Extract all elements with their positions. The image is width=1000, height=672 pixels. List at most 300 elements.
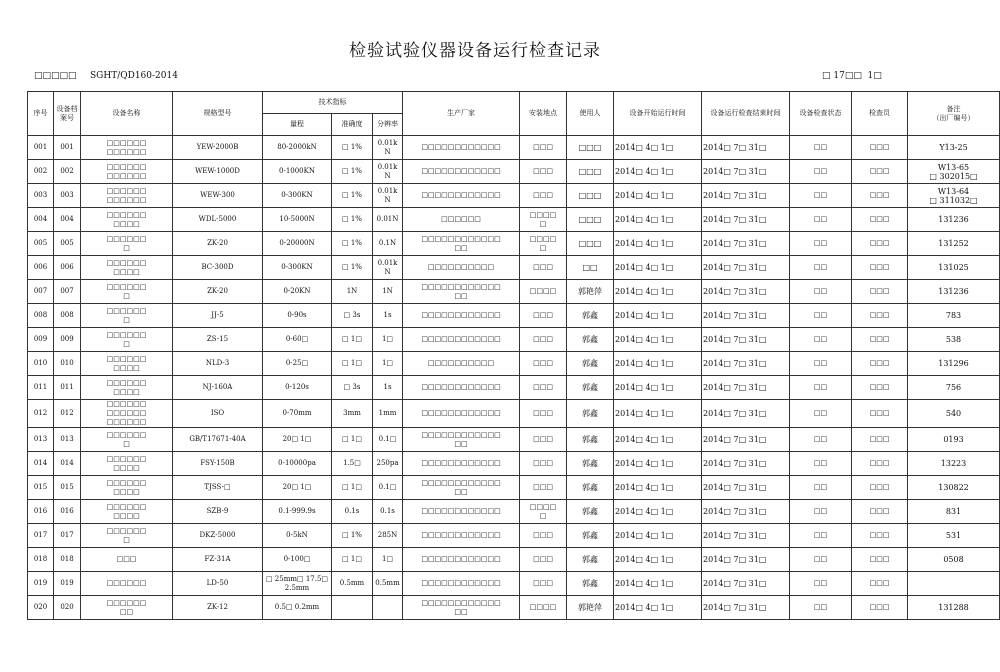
cell-user: 郭鑫 [567, 452, 614, 476]
cell-inspector: □□□ [852, 232, 908, 256]
cell-end: 2014□ 7□ 31□ [702, 208, 790, 232]
cell-resolution: 0.01k N [373, 256, 403, 280]
cell-resolution: 0.01N [373, 208, 403, 232]
cell-inspector: □□□ [852, 452, 908, 476]
cell-remark: 831 [908, 500, 1000, 524]
cell-name: □□□□□□ [81, 572, 173, 596]
cell-resolution: 0.01k N [373, 184, 403, 208]
document-title: 检验试验仪器设备运行检查记录 [349, 41, 601, 61]
cell-accuracy: □ 1□ [332, 328, 373, 352]
cell-status: □□ [790, 376, 852, 400]
cell-location: □□□ [520, 400, 567, 428]
cell-resolution: 0.1s [373, 500, 403, 524]
cell-file-no: 015 [54, 476, 81, 500]
cell-user: 郭鑫 [567, 428, 614, 452]
cell-file-no: 008 [54, 304, 81, 328]
cell-seq: 013 [28, 428, 54, 452]
cell-file-no: 002 [54, 160, 81, 184]
cell-seq: 002 [28, 160, 54, 184]
cell-seq: 001 [28, 136, 54, 160]
cell-inspector: □□□ [852, 428, 908, 452]
cell-accuracy: □ 1% [332, 232, 373, 256]
cell-inspector: □□□ [852, 256, 908, 280]
cell-range: 0-25□ [263, 352, 332, 376]
cell-range: 0-20KN [263, 280, 332, 304]
header-tech: 技术指标 [263, 92, 403, 114]
cell-accuracy: □ 1% [332, 256, 373, 280]
cell-status: □□ [790, 476, 852, 500]
cell-location: □□□ [520, 476, 567, 500]
cell-accuracy: 1.5□ [332, 452, 373, 476]
cell-file-no: 007 [54, 280, 81, 304]
cell-range: 0-5kN [263, 524, 332, 548]
cell-resolution: 1s [373, 304, 403, 328]
cell-file-no: 004 [54, 208, 81, 232]
cell-start: 2014□ 4□ 1□ [614, 376, 702, 400]
cell-inspector: □□□ [852, 572, 908, 596]
cell-user: 郭艳萍 [567, 280, 614, 304]
cell-resolution [373, 596, 403, 620]
cell-maker: □□□□□□□□□□□□ □□ [403, 232, 520, 256]
cell-status: □□ [790, 524, 852, 548]
cell-location: □□□ [520, 376, 567, 400]
header-file-no: 设备档案号 [54, 92, 81, 136]
cell-status: □□ [790, 280, 852, 304]
cell-model: SZB-9 [173, 500, 263, 524]
header-location: 安装地点 [520, 92, 567, 136]
cell-accuracy: □ 1% [332, 136, 373, 160]
cell-remark [908, 572, 1000, 596]
cell-file-no: 009 [54, 328, 81, 352]
cell-inspector: □□□ [852, 500, 908, 524]
page-indicator: □ 17□□ 1□ [822, 71, 882, 81]
cell-user: 郭鑫 [567, 524, 614, 548]
cell-maker: □□□□□□□□□□□□ [403, 376, 520, 400]
cell-end: 2014□ 7□ 31□ [702, 596, 790, 620]
cell-accuracy: □ 1% [332, 524, 373, 548]
cell-location: □□□ [520, 328, 567, 352]
cell-maker: □□□□□□□□□□□□ [403, 524, 520, 548]
table-row [28, 376, 1000, 400]
cell-inspector: □□□ [852, 160, 908, 184]
cell-model: TJSS-□ [173, 476, 263, 500]
cell-maker: □□□□□□□□□□□□ [403, 184, 520, 208]
cell-status: □□ [790, 500, 852, 524]
cell-start: 2014□ 4□ 1□ [614, 572, 702, 596]
cell-remark: 531 [908, 524, 1000, 548]
cell-location: □□□ [520, 256, 567, 280]
table-row [28, 352, 1000, 376]
table-row [28, 304, 1000, 328]
cell-name: □□□□□□ □ [81, 524, 173, 548]
cell-resolution: 250pa [373, 452, 403, 476]
cell-inspector: □□□ [852, 400, 908, 428]
table-row [28, 500, 1000, 524]
cell-end: 2014□ 7□ 31□ [702, 452, 790, 476]
header-user: 使用人 [567, 92, 614, 136]
cell-maker: □□□□□□□□□□□□ [403, 500, 520, 524]
cell-location: □□□ [520, 160, 567, 184]
cell-maker: □□□□□□□□□□□□ [403, 452, 520, 476]
cell-range: 0-10000pa [263, 452, 332, 476]
cell-accuracy: □ 1% [332, 208, 373, 232]
cell-status: □□ [790, 596, 852, 620]
table-row [28, 232, 1000, 256]
cell-location: □□□□ □ [520, 208, 567, 232]
cell-end: 2014□ 7□ 31□ [702, 524, 790, 548]
cell-accuracy: □ 1□ [332, 548, 373, 572]
header-remark: 备注 （出厂编号） [908, 92, 1000, 136]
cell-name: □□□□□□ □□□□□□ □□□□□□ [81, 400, 173, 428]
cell-user: □□ [567, 256, 614, 280]
cell-file-no: 013 [54, 428, 81, 452]
cell-range: 0-90s [263, 304, 332, 328]
table-row [28, 136, 1000, 160]
cell-remark: 131236 [908, 280, 1000, 304]
cell-inspector: □□□ [852, 304, 908, 328]
cell-user: 郭鑫 [567, 352, 614, 376]
cell-name: □□□□□□ □□□□□□ [81, 184, 173, 208]
cell-end: 2014□ 7□ 31□ [702, 328, 790, 352]
cell-status: □□ [790, 136, 852, 160]
cell-accuracy: 3mm [332, 400, 373, 428]
cell-remark: 540 [908, 400, 1000, 428]
cell-model: BC-300D [173, 256, 263, 280]
cell-model: WDL-5000 [173, 208, 263, 232]
cell-name: □□□□□□ □ [81, 280, 173, 304]
cell-status: □□ [790, 304, 852, 328]
header-model: 规格型号 [173, 92, 263, 136]
cell-user: 郭鑫 [567, 572, 614, 596]
cell-range: 0.1-999.9s [263, 500, 332, 524]
cell-model: ZS-15 [173, 328, 263, 352]
cell-start: 2014□ 4□ 1□ [614, 352, 702, 376]
cell-seq: 009 [28, 328, 54, 352]
cell-location: □□□ [520, 572, 567, 596]
cell-end: 2014□ 7□ 31□ [702, 500, 790, 524]
header-seq: 序号 [28, 92, 54, 136]
cell-resolution: 285N [373, 524, 403, 548]
header-start: 设备开始运行时间 [614, 92, 702, 136]
cell-maker: □□□□□□□□□□□□ [403, 328, 520, 352]
cell-maker: □□□□□□□□□□□□ [403, 548, 520, 572]
cell-name: □□□□□□ □□□□□□ [81, 136, 173, 160]
cell-location: □□□□ □ [520, 232, 567, 256]
cell-remark: 0193 [908, 428, 1000, 452]
cell-maker: □□□□□□□□□□□□ [403, 572, 520, 596]
cell-user: □□□ [567, 160, 614, 184]
cell-accuracy: □ 1□ [332, 428, 373, 452]
cell-file-no: 012 [54, 400, 81, 428]
cell-file-no: 003 [54, 184, 81, 208]
cell-model: WEW-300 [173, 184, 263, 208]
cell-remark: 538 [908, 328, 1000, 352]
cell-maker: □□□□□□□□□□ [403, 256, 520, 280]
cell-remark: 13223 [908, 452, 1000, 476]
cell-model: FSY-150B [173, 452, 263, 476]
cell-inspector: □□□ [852, 280, 908, 304]
table-row [28, 184, 1000, 208]
cell-name: □□□□□□ □ [81, 428, 173, 452]
cell-model: LD-50 [173, 572, 263, 596]
cell-start: 2014□ 4□ 1□ [614, 280, 702, 304]
cell-start: 2014□ 4□ 1□ [614, 476, 702, 500]
cell-start: 2014□ 4□ 1□ [614, 400, 702, 428]
cell-name: □□□□□□ □□□□ [81, 500, 173, 524]
cell-end: 2014□ 7□ 31□ [702, 376, 790, 400]
cell-range: 0-300KN [263, 184, 332, 208]
header-inspector: 检查员 [852, 92, 908, 136]
cell-accuracy [332, 596, 373, 620]
cell-end: 2014□ 7□ 31□ [702, 232, 790, 256]
cell-start: 2014□ 4□ 1□ [614, 328, 702, 352]
cell-seq: 014 [28, 452, 54, 476]
cell-model: DKZ-5000 [173, 524, 263, 548]
cell-end: 2014□ 7□ 31□ [702, 352, 790, 376]
cell-status: □□ [790, 548, 852, 572]
cell-model: JJ-5 [173, 304, 263, 328]
cell-resolution: 0.1□ [373, 476, 403, 500]
cell-remark: 0508 [908, 548, 1000, 572]
cell-user: □□□ [567, 184, 614, 208]
table-row [28, 328, 1000, 352]
cell-model: ZK-12 [173, 596, 263, 620]
table-row [28, 280, 1000, 304]
cell-seq: 018 [28, 548, 54, 572]
cell-remark: 131025 [908, 256, 1000, 280]
cell-name: □□□□□□ □□□□□□ [81, 160, 173, 184]
cell-range: 0-70mm [263, 400, 332, 428]
cell-maker: □□□□□□□□□□□□ □□ [403, 476, 520, 500]
cell-status: □□ [790, 160, 852, 184]
cell-remark: W13-65 □ 302015□ [908, 160, 1000, 184]
cell-file-no: 019 [54, 572, 81, 596]
cell-file-no: 010 [54, 352, 81, 376]
cell-location: □□□ [520, 428, 567, 452]
cell-model: NLD-3 [173, 352, 263, 376]
cell-maker: □□□□□□□□□□ [403, 352, 520, 376]
header-status: 设备检查状态 [790, 92, 852, 136]
cell-remark: W13-64 □ 311032□ [908, 184, 1000, 208]
cell-resolution: 0.1N [373, 232, 403, 256]
cell-inspector: □□□ [852, 476, 908, 500]
cell-accuracy: □ 1□ [332, 476, 373, 500]
cell-range: 20□ 1□ [263, 428, 332, 452]
cell-start: 2014□ 4□ 1□ [614, 256, 702, 280]
table-row [28, 476, 1000, 500]
meta-left-label: □□□□□ [34, 71, 77, 81]
cell-seq: 015 [28, 476, 54, 500]
cell-start: 2014□ 4□ 1□ [614, 136, 702, 160]
cell-maker: □□□□□□□□□□□□ □□ [403, 280, 520, 304]
cell-resolution: 1□ [373, 328, 403, 352]
header-maker: 生产厂家 [403, 92, 520, 136]
cell-status: □□ [790, 400, 852, 428]
cell-model: FZ-31A [173, 548, 263, 572]
cell-end: 2014□ 7□ 31□ [702, 280, 790, 304]
cell-seq: 012 [28, 400, 54, 428]
cell-end: 2014□ 7□ 31□ [702, 256, 790, 280]
cell-remark: 783 [908, 304, 1000, 328]
cell-seq: 007 [28, 280, 54, 304]
cell-inspector: □□□ [852, 328, 908, 352]
cell-user: 郭艳萍 [567, 596, 614, 620]
table-row [28, 208, 1000, 232]
cell-resolution: 0.01k N [373, 160, 403, 184]
cell-start: 2014□ 4□ 1□ [614, 208, 702, 232]
cell-user: 郭鑫 [567, 328, 614, 352]
cell-resolution: 0.5mm [373, 572, 403, 596]
header-name: 设备名称 [81, 92, 173, 136]
cell-remark: 130822 [908, 476, 1000, 500]
cell-range: 20□ 1□ [263, 476, 332, 500]
table-header [28, 92, 1000, 136]
cell-status: □□ [790, 328, 852, 352]
table-row [28, 452, 1000, 476]
cell-name: □□□□□□ □□□□ [81, 256, 173, 280]
cell-end: 2014□ 7□ 31□ [702, 184, 790, 208]
table-row [28, 572, 1000, 596]
cell-range: 80-2000kN [263, 136, 332, 160]
table-row [28, 400, 1000, 428]
table-row [28, 428, 1000, 452]
header-resolution: 分辨率 [373, 114, 403, 136]
header-accuracy: 准确度 [332, 114, 373, 136]
cell-resolution: 1mm [373, 400, 403, 428]
cell-file-no: 020 [54, 596, 81, 620]
cell-resolution: 1□ [373, 548, 403, 572]
cell-name: □□□□□□ □□ [81, 596, 173, 620]
cell-file-no: 011 [54, 376, 81, 400]
cell-name: □□□□□□ □□□□ [81, 376, 173, 400]
cell-inspector: □□□ [852, 208, 908, 232]
cell-end: 2014□ 7□ 31□ [702, 304, 790, 328]
cell-status: □□ [790, 452, 852, 476]
cell-start: 2014□ 4□ 1□ [614, 548, 702, 572]
cell-resolution: 1□ [373, 352, 403, 376]
cell-end: 2014□ 7□ 31□ [702, 160, 790, 184]
cell-name: □□□□□□ □□□□ [81, 352, 173, 376]
cell-maker: □□□□□□□□□□□□ [403, 136, 520, 160]
cell-end: 2014□ 7□ 31□ [702, 428, 790, 452]
cell-status: □□ [790, 232, 852, 256]
cell-status: □□ [790, 572, 852, 596]
cell-file-no: 018 [54, 548, 81, 572]
cell-name: □□□□□□ □□□□ [81, 452, 173, 476]
cell-status: □□ [790, 184, 852, 208]
cell-seq: 008 [28, 304, 54, 328]
cell-name: □□□□□□ □□□□ [81, 208, 173, 232]
cell-range: □ 25mm□ 17.5□ 2.5mm [263, 572, 332, 596]
header-range: 量程 [263, 114, 332, 136]
cell-accuracy: 0.1s [332, 500, 373, 524]
cell-remark: 131288 [908, 596, 1000, 620]
cell-maker: □□□□□□□□□□□□ [403, 400, 520, 428]
cell-name: □□□□□□ □ [81, 232, 173, 256]
table-row [28, 596, 1000, 620]
cell-accuracy: □ 3s [332, 376, 373, 400]
cell-model: YEW-2000B [173, 136, 263, 160]
cell-maker: □□□□□□ [403, 208, 520, 232]
table-row [28, 160, 1000, 184]
cell-remark: 131236 [908, 208, 1000, 232]
cell-maker: □□□□□□□□□□□□ □□ [403, 596, 520, 620]
cell-range: 0-300KN [263, 256, 332, 280]
cell-model: ZK-20 [173, 232, 263, 256]
cell-inspector: □□□ [852, 376, 908, 400]
cell-resolution: 1N [373, 280, 403, 304]
cell-location: □□□ [520, 548, 567, 572]
cell-end: 2014□ 7□ 31□ [702, 548, 790, 572]
cell-status: □□ [790, 428, 852, 452]
cell-user: 郭鑫 [567, 548, 614, 572]
cell-file-no: 014 [54, 452, 81, 476]
cell-location: □□□ [520, 352, 567, 376]
cell-seq: 017 [28, 524, 54, 548]
cell-file-no: 001 [54, 136, 81, 160]
cell-location: □□□ [520, 304, 567, 328]
cell-start: 2014□ 4□ 1□ [614, 232, 702, 256]
cell-seq: 003 [28, 184, 54, 208]
cell-maker: □□□□□□□□□□□□ □□ [403, 428, 520, 452]
cell-name: □□□ [81, 548, 173, 572]
cell-accuracy: 0.5mm [332, 572, 373, 596]
cell-seq: 004 [28, 208, 54, 232]
cell-seq: 010 [28, 352, 54, 376]
cell-resolution: 1s [373, 376, 403, 400]
cell-start: 2014□ 4□ 1□ [614, 524, 702, 548]
cell-seq: 006 [28, 256, 54, 280]
header-end: 设备运行检查结束时间 [702, 92, 790, 136]
cell-range: 0-120s [263, 376, 332, 400]
cell-remark: Y13-25 [908, 136, 1000, 160]
cell-status: □□ [790, 208, 852, 232]
cell-end: 2014□ 7□ 31□ [702, 136, 790, 160]
cell-file-no: 017 [54, 524, 81, 548]
cell-start: 2014□ 4□ 1□ [614, 596, 702, 620]
cell-user: □□□ [567, 208, 614, 232]
cell-start: 2014□ 4□ 1□ [614, 452, 702, 476]
cell-accuracy: □ 1% [332, 184, 373, 208]
cell-seq: 016 [28, 500, 54, 524]
cell-file-no: 006 [54, 256, 81, 280]
cell-user: 郭鑫 [567, 400, 614, 428]
cell-inspector: □□□ [852, 596, 908, 620]
cell-range: 0-1000KN [263, 160, 332, 184]
table-row [28, 256, 1000, 280]
cell-user: □□□ [567, 136, 614, 160]
cell-location: □□□□ [520, 280, 567, 304]
cell-name: □□□□□□ □ [81, 328, 173, 352]
cell-remark: 131252 [908, 232, 1000, 256]
cell-user: □□□ [567, 232, 614, 256]
cell-range: 0-100□ [263, 548, 332, 572]
cell-model: GB/T17671-40A [173, 428, 263, 452]
cell-location: □□□ [520, 452, 567, 476]
cell-range: 0-60□ [263, 328, 332, 352]
cell-maker: □□□□□□□□□□□□ [403, 304, 520, 328]
cell-accuracy: 1N [332, 280, 373, 304]
cell-user: 郭鑫 [567, 376, 614, 400]
cell-user: 郭鑫 [567, 476, 614, 500]
cell-range: 0.5□ 0.2mm [263, 596, 332, 620]
table-row [28, 548, 1000, 572]
cell-status: □□ [790, 352, 852, 376]
cell-seq: 019 [28, 572, 54, 596]
cell-file-no: 005 [54, 232, 81, 256]
cell-seq: 011 [28, 376, 54, 400]
cell-end: 2014□ 7□ 31□ [702, 476, 790, 500]
